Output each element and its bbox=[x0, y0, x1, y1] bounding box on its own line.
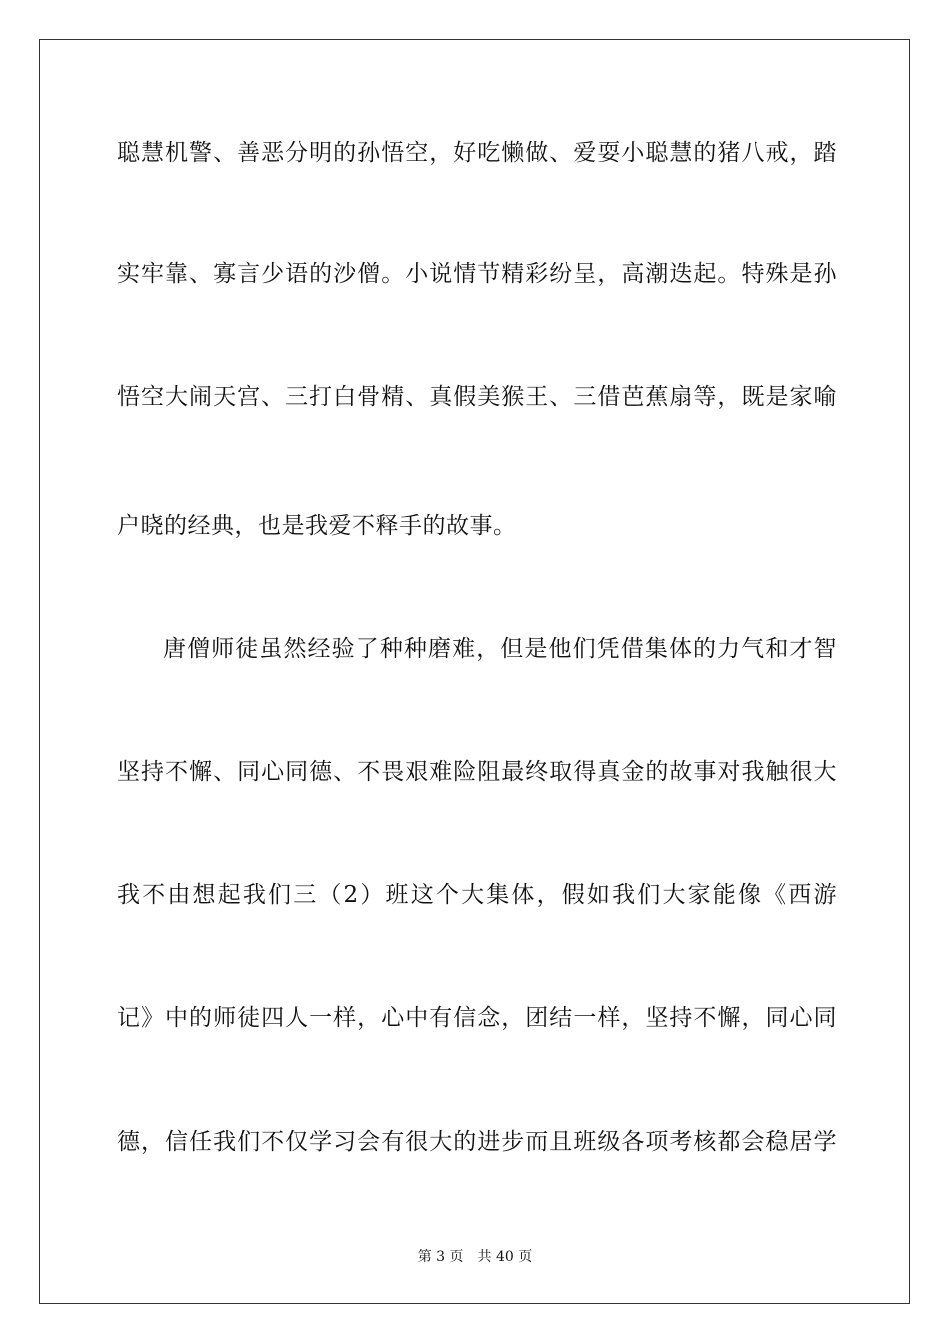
page-border bbox=[39, 39, 910, 1304]
text-line: 记》中的师徒四人一样，心中有信念，团结一样，坚持不懈，同心同 bbox=[117, 1005, 837, 1031]
page-footer bbox=[0, 1247, 950, 1267]
text-line: 德，信任我们不仅学习会有很大的进步而且班级各项考核都会稳居学 bbox=[117, 1129, 837, 1155]
text-line: 坚持不懈、同心同德、不畏艰难险阻最终取得真金的故事对我触很大 bbox=[117, 759, 837, 785]
text-line: 悟空大闹天宫、三打白骨精、真假美猴王、三借芭蕉扇等，既是家喻 bbox=[117, 384, 837, 410]
text-line: 我不由想起我们三（2）班这个大集体，假如我们大家能像《西游 bbox=[117, 882, 837, 908]
text-line: 实牢靠、寡言少语的沙僧。小说情节精彩纷呈，高潮迭起。特殊是孙 bbox=[117, 261, 837, 287]
text-line: 户晓的经典，也是我爱不释手的故事。 bbox=[117, 513, 517, 539]
text-line: 聪慧机警、善恶分明的孙悟空，好吃懒做、爱耍小聪慧的猪八戒，踏 bbox=[117, 140, 837, 166]
page-total: 共 40 页 bbox=[477, 1249, 533, 1265]
paragraph-first-line: 唐僧师徒虽然经验了种种磨难，但是他们凭借集体的力气和才智 bbox=[163, 636, 837, 662]
page-number: 第 3 页 bbox=[417, 1249, 464, 1265]
